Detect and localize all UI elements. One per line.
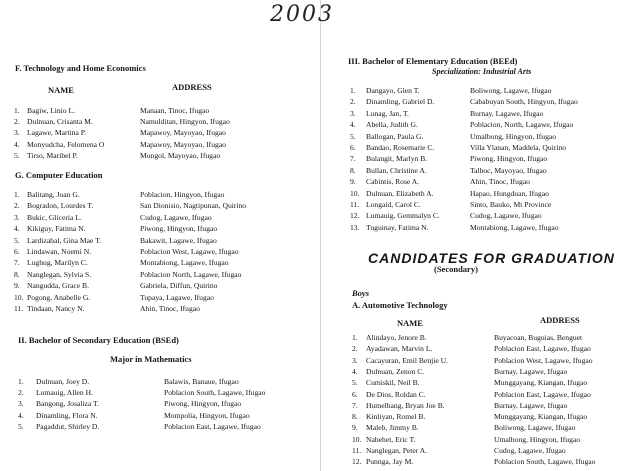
item-number: 3. <box>350 108 356 118</box>
student-address: Sinto, Bauko, Mt Province <box>470 200 552 209</box>
student-address: Poblacion East, Lagawe, Ifugao <box>494 389 591 399</box>
student-name: Lardizabal, Gina Mae T. <box>27 235 102 245</box>
student-name: Lughug, Marilyn C. <box>27 258 88 268</box>
student-name: Ayadawan, Marvin L. <box>366 344 433 354</box>
student-address: Boliwong, Lagawe, Ifugao <box>494 423 576 433</box>
student-name: Lagawe, Martina P. <box>27 128 87 138</box>
student-name: Kikiguy, Fatima N. <box>27 224 86 234</box>
item-number: 4. <box>14 224 20 234</box>
student-name: Lunag, Jan, T. <box>366 108 409 118</box>
item-number: 3. <box>18 399 24 409</box>
student-address: Ahin, Tinoc, Ifugao <box>140 304 200 313</box>
student-address: Munggayang, Kiangan, Ifugao <box>494 412 588 422</box>
student-address: Balawis, Banaue, Ifugao <box>164 377 239 386</box>
item-number: 1. <box>14 106 20 115</box>
item-number: 3. <box>14 212 20 222</box>
student-address: San Dionisio, Nagtipunan, Quirino <box>140 201 247 211</box>
item-number: 5. <box>18 421 24 431</box>
student-name: Lumauig, Gemmalyn C. <box>366 211 440 221</box>
student-address: Poblacion, North, Lagawe, Ifugao <box>470 120 574 130</box>
student-address: Burnay, Lagawe, Ifugao <box>494 366 568 376</box>
item-number: 6. <box>350 143 356 152</box>
section-g-title: G. Computer Education <box>15 170 103 180</box>
item-number: 5. <box>14 150 20 160</box>
student-address: Gabriela, Diffun, Quirino <box>140 281 218 291</box>
student-address: Villa Ylanan, Maddela, Quirino <box>470 143 567 152</box>
student-address: Cudog, Lagawe, Ifugao <box>140 212 212 222</box>
item-number: 8. <box>14 269 20 279</box>
student-address: Bakawit, Lagawe, Ifugao <box>140 235 217 245</box>
item-number: 11. <box>350 200 360 209</box>
student-name: Cabintis, Rose A. <box>366 177 420 187</box>
student-name: Nanglegan, Sylvia S. <box>27 269 92 279</box>
student-address: Buyacoan, Buguias, Benguet <box>494 333 583 342</box>
student-address: Talboc, Mayoyao, Ifugao <box>470 165 547 175</box>
student-name: Dulnuan, Crisanta M. <box>27 117 93 127</box>
student-address: Mompolia, Hingyon, Ifugao <box>164 410 250 420</box>
item-number: 10. <box>352 434 362 444</box>
item-number: 1. <box>18 377 24 386</box>
name-column-header: NAME <box>397 318 423 328</box>
student-name: Kinliyan, Romel B. <box>366 412 426 422</box>
student-name: Alindayo, Jenore B. <box>366 333 427 342</box>
student-name: Bulangit, Marlyn B. <box>366 154 428 164</box>
item-number: 8. <box>350 165 356 175</box>
item-number: 4. <box>14 139 20 149</box>
student-address: Poblacion West, Lagawe, Ifugao <box>494 355 593 365</box>
student-name: Nabehet, Eric T. <box>366 434 416 444</box>
boys-label: Boys <box>352 288 369 298</box>
student-address: Umalbong, Hingyon, Ifugao <box>470 131 557 141</box>
item-number: 10. <box>350 188 360 198</box>
student-address: Mapawoy, Mayoyao, Ifugao <box>140 139 226 149</box>
section-iii-title: III. Bachelor of Elementary Education (BEEd) <box>348 56 518 66</box>
item-number: 9. <box>352 423 358 433</box>
student-address: Montabiong, Lagawe, Ifugao <box>470 222 559 232</box>
student-name: Bukic, Gliceria L. <box>27 212 82 222</box>
student-name: Bogradon, Lourdes T. <box>27 201 94 211</box>
item-number: 2. <box>14 117 20 127</box>
student-address: Manaan, Tinoc, Ifugao <box>140 106 210 115</box>
student-name: Dulnuan, Zenon C. <box>366 366 425 376</box>
item-number: 2. <box>14 201 20 211</box>
student-address: Cudog, Lagawe, Ifugao <box>470 211 542 221</box>
item-number: 7. <box>352 400 358 410</box>
student-address: Hapao, Hungduan, Ifugao <box>470 188 549 198</box>
student-address: Mapawoy, Mayoyao, Ifugao <box>140 128 226 138</box>
item-number: 1. <box>14 190 20 199</box>
item-number: 12. <box>350 211 360 221</box>
item-number: 10. <box>14 292 24 302</box>
item-number: 5. <box>14 235 20 245</box>
item-number: 11. <box>14 304 24 313</box>
item-number: 5. <box>352 378 358 388</box>
student-address: Piwong, Hingyon, Ifugao <box>140 224 218 234</box>
student-address: Ahin, Tinoc, Ifugao <box>470 177 530 187</box>
item-number: 3. <box>14 128 20 138</box>
candidates-subtitle: (Secondary) <box>434 264 478 274</box>
student-address: Burnay, Lagawe, Ifugao <box>470 108 544 118</box>
student-name: Bandao, Rosemarie C. <box>366 143 435 152</box>
student-name: Dangayo, Glen T. <box>366 86 420 95</box>
item-number: 1. <box>350 86 356 95</box>
student-name: Cacayuran, Emil Benjie U. <box>366 355 449 365</box>
item-number: 11. <box>352 446 362 455</box>
student-name: Maleb, Jimmy B. <box>366 423 419 433</box>
item-number: 13. <box>350 222 360 232</box>
student-address: Burnay, Lagawe, Ifugao <box>494 400 568 410</box>
item-number: 3. <box>352 355 358 365</box>
student-address: Boliwong, Lagawe, Ifugao <box>470 86 552 95</box>
item-number: 2. <box>350 97 356 107</box>
student-address: Munggayang, Kiangan, Ifugao <box>494 378 588 388</box>
student-address: Umalbong, Hingyon, Ifugao <box>494 434 581 444</box>
student-name: Bagiw, Linio L. <box>27 106 76 115</box>
name-column-header: NAME <box>48 85 74 95</box>
item-number: 12. <box>352 457 362 467</box>
specialization-label: Specialization: Industrial Arts <box>432 67 532 76</box>
item-number: 2. <box>18 388 24 398</box>
student-address: Poblacion West, Lagawe, Ifugao <box>140 247 239 256</box>
student-name: Dinamling, Gabriel D. <box>366 97 435 107</box>
item-number: 6. <box>352 389 358 399</box>
item-number: 1. <box>352 333 358 342</box>
student-name: Balitang, Joan G. <box>27 190 80 199</box>
student-name: Dulnuan, Elizabeth A. <box>366 188 434 198</box>
student-address: Namulditan, Hingyon, Ifugao <box>140 117 230 127</box>
item-number: 9. <box>350 177 356 187</box>
student-name: Ballogan, Paula G. <box>366 131 424 141</box>
student-name: Dinamling, Flora N. <box>36 410 98 420</box>
item-number: 7. <box>14 258 20 268</box>
address-column-header: ADDRESS <box>172 82 212 92</box>
candidates-title: CANDIDATES FOR GRADUATION <box>368 250 615 266</box>
item-number: 9. <box>14 281 20 291</box>
student-name: Longaid, Carol C. <box>366 200 421 209</box>
student-name: Punnga, Jay M. <box>366 457 414 467</box>
item-number: 4. <box>352 366 358 376</box>
student-address: Cudog, Lagawe, Ifugao <box>494 446 566 455</box>
student-address: Montabiong, Lagawe, Ifugao <box>140 258 229 268</box>
section-f-title: F. Technology and Home Economics <box>15 63 146 73</box>
student-address: Cababuyan South, Hingyon, Ifugao <box>470 97 578 107</box>
student-name: Pagaddut, Shirley D. <box>36 421 100 431</box>
handwritten-number: 2003 <box>270 2 334 27</box>
student-address: Poblacion South, Lagawe, Ifugao <box>494 457 596 467</box>
item-number: 6. <box>14 247 20 256</box>
item-number: 8. <box>352 412 358 422</box>
section-ii-title: II. Bachelor of Secondary Education (BSEd) <box>18 335 179 345</box>
student-name: Bangong, Josaliza T. <box>36 399 99 409</box>
student-address: Mongol, Mayoyao, Ifugao <box>140 150 221 160</box>
item-number: 4. <box>18 410 24 420</box>
address-column-header: ADDRESS <box>540 315 580 325</box>
student-name: Monyudcha, Felomena O <box>27 139 105 149</box>
student-name: Nangudda, Grace B. <box>27 281 89 291</box>
student-address: Poblacion South, Lagawe, Ifugao <box>164 388 266 398</box>
student-name: Lumauig, Allen H. <box>36 388 93 398</box>
student-name: Tuguinay, Fatima N. <box>366 222 429 232</box>
student-address: Tupaya, Lagawe, Ifugao <box>140 292 214 302</box>
student-name: De Dios, Roldan C. <box>366 389 426 399</box>
student-name: Bullan, Christine A. <box>366 165 427 175</box>
student-name: Cumiskil, Neil B. <box>366 378 420 388</box>
student-name: Tirso, Maribel P. <box>27 150 78 160</box>
student-name: Lindawan, Noemi N. <box>27 247 92 256</box>
student-name: Nanglegan, Peter A. <box>366 446 428 455</box>
item-number: 7. <box>350 154 356 164</box>
student-address: Poblacion North, Lagawe, Ifugao <box>140 269 242 279</box>
student-name: Dulnuan, Joey D. <box>36 377 90 386</box>
item-number: 5. <box>350 131 356 141</box>
student-address: Piwong, Hingyon, Ifugao <box>164 399 242 409</box>
section-a-title: A. Automotive Technology <box>352 300 448 310</box>
item-number: 2. <box>352 344 358 354</box>
page-fold <box>320 0 321 471</box>
item-number: 4. <box>350 120 356 130</box>
student-address: Poblacion East, Lagawe, Ifugao <box>494 344 591 354</box>
student-name: Tindaan, Nancy N. <box>27 304 85 313</box>
major-label: Major in Mathematics <box>110 354 192 364</box>
student-address: Poblacion, Hingyon, Ifugao <box>140 190 225 199</box>
student-name: Humelbang, Bryan Joe B. <box>366 400 445 410</box>
student-address: Piwong, Hingyon, Ifugao <box>470 154 548 164</box>
student-name: Pogong, Anabelle G. <box>27 292 91 302</box>
student-name: Abella, Judith G. <box>366 120 418 130</box>
student-address: Poblacion East, Lagawe, Ifugao <box>164 421 261 431</box>
